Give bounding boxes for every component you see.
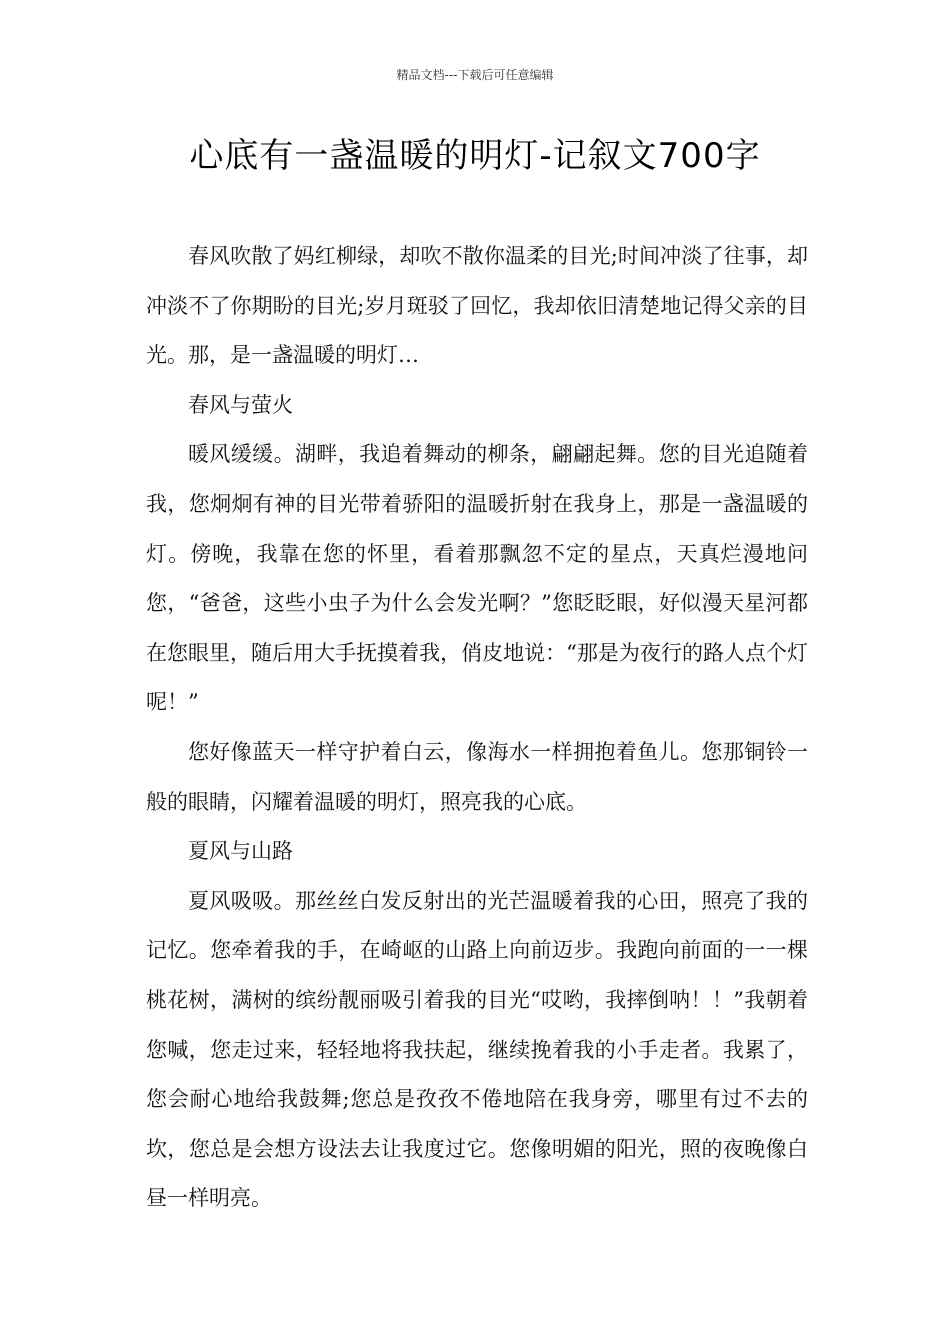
paragraph-spring-story: 暖风缓缓。湖畔，我追着舞动的柳条，翩翩起舞。您的目光追随着我，您炯炯有神的目光带着骄阳的温暖折射在我身上，那是一盏温暖的灯。傍晚，我靠在您的怀里，看着那飘忽不定的星点，天真烂漫地问您，“爸爸，这些小虫子为什么会发光啊？”您眨眨眼，好似漫天星河都在您眼里，随后用大手抚摸着我，俏皮地说：“那是为夜行的路人点个灯呢！” [146, 442, 808, 715]
paragraph-intro: 春风吹散了妈红柳绿，却吹不散你温柔的目光;时间冲淡了往事，却冲淡不了你期盼的目光;岁月斑驳了回忆，我却依旧清楚地记得父亲的目光。那，是一盏温暖的明灯… [146, 244, 808, 368]
section-heading-summer: 夏风与山路 [188, 839, 293, 864]
paragraph-spring-reflection: 您好像蓝天一样守护着白云，像海水一样拥抱着鱼儿。您那铜铃一般的眼睛，闪耀着温暖的明灯，照亮我的心底。 [146, 739, 808, 814]
document-title: 心底有一盏温暖的明灯-记叙文700字 [189, 136, 761, 176]
document-body [146, 232, 808, 1224]
header-note: 精品文档---下载后可任意编辑 [396, 68, 554, 82]
paragraph-summer-story: 夏风吸吸。那丝丝白发反射出的光芒温暖着我的心田，照亮了我的记忆。您牵着我的手，在崎岖的山路上向前迈步。我跑向前面的一一棵桃花树，满树的缤纷靓丽吸引着我的目光“哎哟，我摔倒呐！！”我朝着您喊，您走过来，轻轻地将我扶起，继续挽着我的小手走者。我累了，您会耐心地给我鼓舞;您总是孜孜不倦地陪在我身旁，哪里有过不去的坎，您总是会想方设法去让我度过它。您像明媚的阳光，照的夜晚像白昼一样明亮。 [146, 888, 808, 1211]
section-heading-spring: 春风与萤火 [188, 392, 293, 417]
